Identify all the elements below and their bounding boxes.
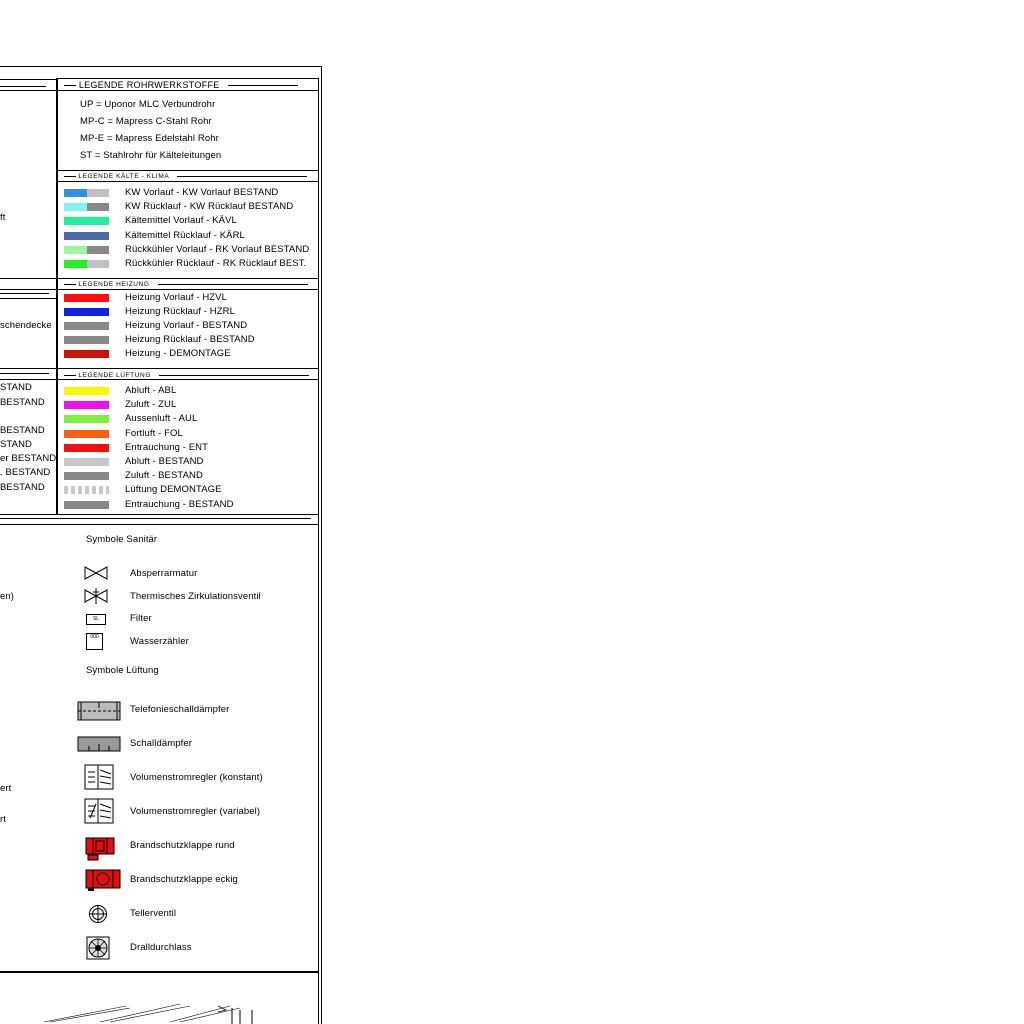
kaelte-swatch-left	[64, 203, 87, 211]
heizung-swatch	[64, 350, 109, 358]
rohr-item: MP-C = Mapress C-Stahl Rohr	[80, 116, 212, 127]
left-fragment: STAND	[0, 439, 32, 450]
kaelte-swatch-right	[87, 203, 109, 211]
kaelte-label: Kältemittel Rücklauf - KÄRL	[125, 229, 245, 241]
sanitaer-label: Thermisches Zirkulationsventil	[130, 591, 261, 602]
heizung-swatch	[64, 336, 109, 344]
lueftung-symbol-label: Tellerventil	[130, 908, 177, 919]
bottom-drawing-fragment	[40, 1000, 270, 1024]
kaelte-label: Rückkühler Vorlauf - RK Vorlauf BESTAND	[125, 243, 310, 255]
kaelte-swatch-right	[87, 260, 109, 268]
symbols-top-2	[0, 518, 311, 519]
lueftung-symbol-label: Schalldämpfer	[130, 738, 193, 749]
kaelte-label: Rückkühler Rücklauf - RK Rücklauf BEST.	[125, 258, 307, 269]
left-fragment: BESTAND	[0, 482, 45, 493]
left-line	[0, 293, 49, 294]
left-fragment: BESTAND	[0, 425, 45, 436]
left-line	[0, 373, 49, 374]
rohr-header-text: LEGENDE ROHRWERKSTOFFE	[78, 80, 220, 90]
kaelte-swatch-left	[64, 189, 87, 197]
lueftung-symbol-label: Telefonieschalldämpfer	[130, 704, 230, 715]
sanitaer-label: Filter	[130, 613, 152, 624]
lueftung-swatch	[64, 401, 109, 409]
sanitaer-label: Absperrarmatur	[130, 568, 198, 579]
symbols-top	[0, 514, 319, 515]
header-dash	[64, 375, 76, 376]
rohr-item: ST = Stahlrohr für Kälteleitungen	[80, 150, 222, 161]
frame-right-outer	[321, 66, 322, 1024]
lueftung-label: Aussenluft - AUL	[125, 413, 198, 425]
left-header-line	[0, 86, 46, 87]
phone-silencer-icon	[77, 700, 121, 722]
sanitaer-header: Symbole Sanitär	[86, 534, 158, 545]
heizung-label: Heizung Rücklauf - BESTAND	[125, 334, 255, 345]
frame-right-inner	[318, 78, 319, 1024]
kaelte-swatch-left	[64, 246, 87, 254]
left-fragment: BESTAND	[0, 397, 45, 408]
water-meter-icon	[86, 633, 103, 650]
heizung-label: Heizung Vorlauf - HZVL	[125, 292, 227, 303]
legend-left-divider	[56, 78, 58, 515]
lueftung-header-top	[0, 368, 319, 369]
kaelte-header-top	[56, 170, 319, 171]
filter-icon	[86, 614, 106, 625]
lueftung-swatch	[64, 430, 109, 438]
left-fragment: schendecke	[0, 320, 52, 331]
lueftung-label: Lüftung DEMONTAGE	[125, 484, 222, 496]
filter-icon-text: SL	[92, 616, 100, 622]
left-fragment: ert	[0, 783, 12, 794]
kaelte-label: KW Rücklauf - KW Rücklauf BESTAND	[125, 201, 294, 213]
kaelte-header-text: LEGENDE KÄLTE - KLIMA	[78, 173, 169, 180]
kaelte-swatch-left	[64, 232, 87, 240]
lueftung-label: Entrauchung - ENT	[125, 441, 209, 453]
left-fragment: . BESTAND	[0, 467, 51, 478]
lueftung-label: Entrauchung - BESTAND	[125, 498, 234, 510]
heizung-swatch	[64, 322, 109, 330]
heizung-swatch	[64, 294, 109, 302]
lueftung-symbol-label: Dralldurchlass	[130, 942, 192, 953]
kaelte-swatch-right	[87, 246, 109, 254]
lueftung-label: Fortluft - FOL	[125, 427, 183, 439]
kaelte-swatch-left	[64, 260, 87, 268]
fire-damper-square-icon	[84, 868, 122, 892]
lueftung-swatch	[64, 472, 109, 480]
heizung-label: Heizung Vorlauf - BESTAND	[125, 320, 248, 331]
lueftung-label: Zuluft - BESTAND	[125, 470, 203, 482]
kaelte-swatch-left	[64, 217, 87, 225]
left-line	[0, 298, 56, 299]
silencer-icon	[77, 736, 121, 752]
rohr-item: MP-E = Mapress Edelstahl Rohr	[80, 133, 219, 144]
frame-top	[0, 66, 322, 67]
left-fragment: STAND	[0, 382, 32, 393]
lueftung-symbol-label: Volumenstromregler (variabel)	[130, 806, 261, 817]
lueftung-swatch	[64, 458, 109, 466]
left-header-line	[0, 90, 56, 91]
rohr-item: UP = Uponor MLC Verbundrohr	[80, 99, 216, 110]
lueftung-header	[64, 371, 309, 381]
header-dash	[177, 176, 307, 177]
header-dash	[64, 85, 76, 86]
left-fragment: rt	[0, 814, 7, 825]
disc-valve-icon	[88, 904, 108, 924]
valve-icon	[84, 566, 108, 580]
vav-variable-icon	[84, 798, 114, 824]
lueftung-symbol-label: Brandschutzklappe eckig	[130, 874, 238, 885]
header-dash	[64, 284, 76, 285]
kaelte-label: KW Vorlauf - KW Vorlauf BESTAND	[125, 187, 279, 198]
lueftung-swatch	[64, 387, 109, 395]
water-meter-text: 000	[90, 634, 99, 640]
heizung-header-top	[0, 278, 319, 279]
header-dash	[228, 85, 298, 86]
kaelte-swatch-right	[87, 217, 109, 225]
lueftung-symbols-header: Symbole Lüftung	[86, 665, 159, 676]
swirl-diffuser-icon	[86, 936, 110, 960]
heizung-swatch	[64, 308, 109, 316]
lueftung-label: Abluft - ABL	[125, 385, 177, 396]
left-fragment: en)	[0, 591, 15, 602]
lueftung-header-text: LEGENDE LÜFTUNG	[78, 372, 151, 379]
rohr-header-bottom	[56, 90, 319, 91]
header-dash	[158, 284, 308, 285]
header-dash	[159, 375, 309, 376]
left-fragment: ft	[0, 212, 6, 223]
lueftung-swatch	[64, 486, 109, 494]
lueftung-symbol-label: Brandschutzklappe rund	[130, 840, 235, 851]
lueftung-symbol-label: Volumenstromregler (konstant)	[130, 772, 263, 783]
lueftung-label: Zuluft - ZUL	[125, 399, 177, 411]
left-header-line	[0, 79, 56, 80]
heizung-header-text: LEGENDE HEIZUNG	[78, 281, 150, 288]
heizung-label: Heizung Rücklauf - HZRL	[125, 306, 236, 317]
kaelte-swatch-right	[87, 189, 109, 197]
heizung-label: Heizung - DEMONTAGE	[125, 348, 231, 359]
kaelte-swatch-right	[87, 232, 109, 240]
kaelte-header	[64, 172, 307, 182]
fire-damper-round-icon	[84, 836, 116, 862]
rohr-header	[64, 80, 298, 90]
lueftung-swatch	[64, 444, 109, 452]
thermal-valve-icon	[84, 587, 108, 605]
sanitaer-label: Wasserzähler	[130, 636, 189, 647]
heizung-header	[64, 280, 308, 290]
legend-top-border	[56, 78, 319, 79]
lueftung-swatch	[64, 501, 109, 509]
symbols-bottom	[0, 971, 319, 973]
symbols-top-3	[0, 524, 319, 525]
lueftung-swatch	[64, 415, 109, 423]
header-dash	[64, 176, 76, 177]
left-fragment: er BESTAND	[0, 453, 57, 464]
lueftung-label: Abluft - BESTAND	[125, 456, 204, 467]
vav-constant-icon	[84, 764, 114, 790]
kaelte-label: Kältemittel Vorlauf - KÄVL	[125, 215, 237, 227]
